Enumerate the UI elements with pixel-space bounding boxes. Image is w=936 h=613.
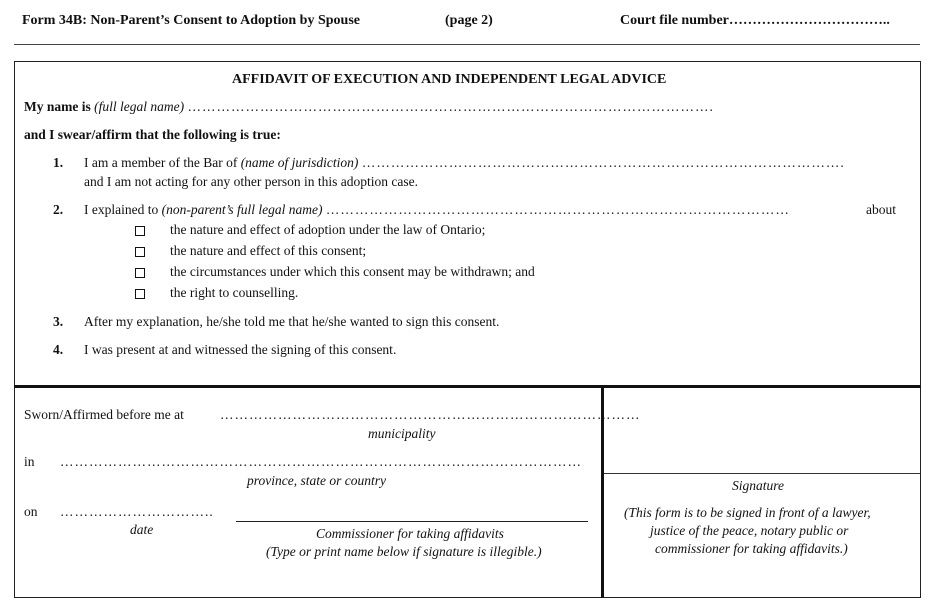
item1-text: I am a member of the Bar of — [84, 155, 238, 170]
province-field[interactable]: ……………………………………………………………………………………………… — [60, 454, 582, 469]
court-file-number — [620, 13, 890, 29]
item2-hint: (non-parent’s full legal name) — [161, 202, 323, 217]
date-field[interactable]: ………………………….. — [60, 504, 214, 519]
court-file-label: Court file number — [620, 13, 729, 28]
commissioner-signature-line[interactable] — [236, 521, 588, 522]
signature-note-1: (This form is to be signed in front of a lawyer, — [624, 505, 871, 520]
name-line — [24, 99, 908, 115]
checklist-item-4: the right to counselling. — [170, 285, 299, 300]
signature-note-3: commissioner for taking affidavits.) — [655, 541, 848, 556]
commissioner-caption: Commissioner for taking affidavits — [316, 526, 504, 541]
item1-line — [84, 155, 908, 171]
date-caption: date — [130, 522, 154, 537]
name-dots: ………………………………………………………………………………………………. — [187, 99, 714, 114]
checkbox-adoption-law[interactable] — [135, 226, 145, 236]
checkbox-consent-effect[interactable] — [135, 247, 145, 257]
item1-number: 1. — [53, 155, 64, 170]
checklist-item-1: the nature and effect of adoption under the law of Ontario; — [170, 222, 486, 237]
swear-line: and I swear/affirm that the following is true: — [24, 127, 281, 142]
municipality-caption: municipality — [368, 426, 436, 441]
commissioner-note: (Type or print name below if signature is illegible.) — [266, 544, 542, 559]
header-divider — [14, 44, 920, 45]
name-hint: (full legal name) — [94, 99, 185, 114]
court-file-dots: …………………………….. — [728, 13, 890, 28]
item4-number: 4. — [53, 342, 64, 357]
item1-hint: (name of jurisdiction) — [240, 155, 359, 170]
page-label: (page 2) — [445, 13, 493, 28]
signature-caption: Signature — [732, 478, 784, 493]
item2-dots: …………………………………………………………………………………… — [325, 202, 790, 217]
item3-number: 3. — [53, 314, 64, 329]
province-caption: province, state or country — [247, 473, 386, 488]
checkbox-withdrawal[interactable] — [135, 268, 145, 278]
item2-number: 2. — [53, 202, 64, 217]
item2-text: I explained to — [84, 202, 159, 217]
item4-text: I was present at and witnessed the signing of this consent. — [84, 342, 397, 357]
item1-line2: and I am not acting for any other person in this adoption case. — [84, 174, 419, 189]
checklist-item-2: the nature and effect of this consent; — [170, 243, 367, 258]
item2-line — [84, 202, 834, 218]
signature-note-2: justice of the peace, notary public or — [650, 523, 849, 538]
on-label: on — [24, 504, 38, 519]
item3-text: After my explanation, he/she told me that he/she wanted to sign this consent. — [84, 314, 500, 329]
checklist-item-3: the circumstances under which this consent may be withdrawn; and — [170, 264, 535, 279]
signature-line[interactable] — [604, 473, 920, 474]
name-label: My name is — [24, 99, 91, 114]
checkbox-counselling[interactable] — [135, 289, 145, 299]
item2-about: about — [866, 202, 896, 217]
form-title: Form 34B: Non-Parent’s Consent to Adoption by Spouse — [22, 13, 360, 28]
affidavit-title: AFFIDAVIT OF EXECUTION AND INDEPENDENT LEGAL ADVICE — [232, 72, 667, 87]
municipality-field[interactable]: …………………………………………………………………………… — [220, 407, 641, 422]
in-label: in — [24, 454, 35, 469]
item1-dots: ………………………………………………………………………………………. — [361, 155, 845, 170]
sworn-label: Sworn/Affirmed before me at — [24, 407, 184, 422]
